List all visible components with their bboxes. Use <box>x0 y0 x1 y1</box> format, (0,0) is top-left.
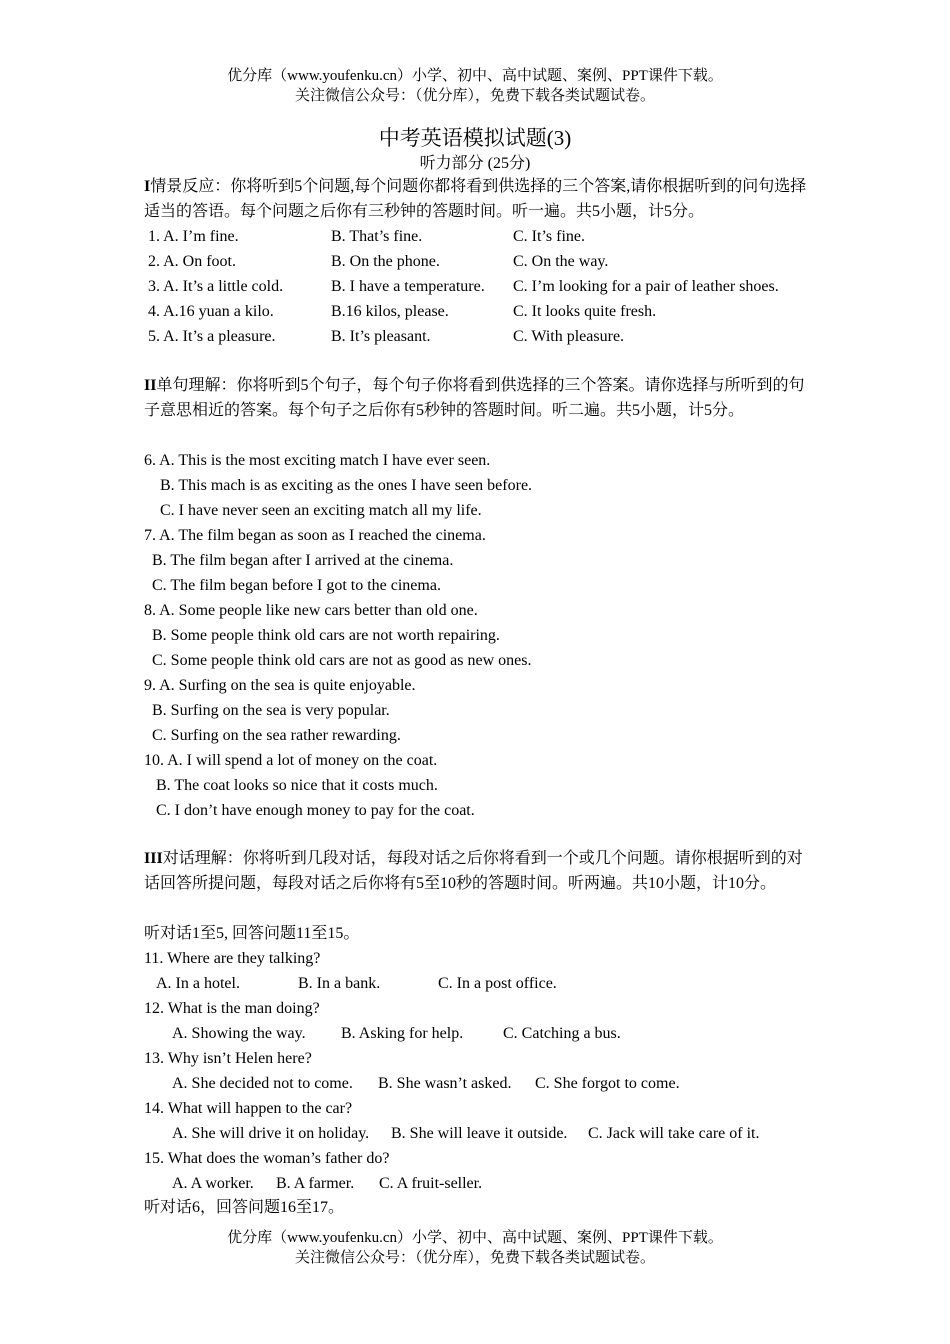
page-subtitle: 听力部分 (25分) <box>419 155 531 172</box>
footer-line-1: 优分库（www.youfenku.cn）小学、初中、高中试题、案例、PPT课件下载。 <box>227 1230 723 1246</box>
q12-question: 12. What is the man doing? <box>144 1000 320 1017</box>
part2-instruction: II单句理解：你将听到5个句子，每个句子你将看到供选择的三个答案。请你选择与所听到的句子意思相近的答案。每个句子之后你有5秒钟的答题时间。听二遍。共5小题，计5分。 <box>144 377 805 419</box>
q3-option-a: 3. A. It’s a little cold. <box>148 278 284 295</box>
q4-option-c: C. It looks quite fresh. <box>513 303 657 320</box>
part1-label: I <box>144 178 151 195</box>
q15-option-c: C. A fruit-seller. <box>379 1175 483 1192</box>
q4-option-b: B.16 kilos, please. <box>331 303 449 320</box>
q5-option-a: 5. A. It’s a pleasure. <box>148 328 276 345</box>
q14-option-c: C. Jack will take care of it. <box>588 1125 760 1142</box>
q10-option-a: 10. A. I will spend a lot of money on the coat. <box>144 752 438 769</box>
q11-option-c: C. In a post office. <box>438 975 557 992</box>
q9-option-c: C. Surfing on the sea rather rewarding. <box>152 727 401 744</box>
footer-line-2: 关注微信公众号：（优分库），免费下载各类试题试卷。 <box>294 1250 655 1266</box>
q6-option-a: 6. A. This is the most exciting match I have ever seen. <box>144 452 491 469</box>
part3-intro-2: 听对话6，回答问题16至17。 <box>144 1199 345 1216</box>
q7-option-c: C. The film began before I got to the cinema. <box>152 577 441 594</box>
q13-option-a: A. She decided not to come. <box>172 1075 353 1092</box>
header-line-1: 优分库（www.youfenku.cn）小学、初中、高中试题、案例、PPT课件下载。 <box>227 68 723 84</box>
q11-question: 11. Where are they talking? <box>144 950 321 967</box>
page-title: 中考英语模拟试题(3) <box>378 126 572 150</box>
part3-label: III <box>144 850 163 867</box>
q12-option-a: A. Showing the way. <box>172 1025 306 1042</box>
q1-option-b: B. That’s fine. <box>331 228 423 245</box>
q15-option-b: B. A farmer. <box>276 1175 355 1192</box>
q12-option-c: C. Catching a bus. <box>503 1025 621 1042</box>
q1-option-c: C. It’s fine. <box>513 228 585 245</box>
q2-option-b: B. On the phone. <box>331 253 440 270</box>
q5-option-c: C. With pleasure. <box>513 328 625 345</box>
q7-option-b: B. The film began after I arrived at the cinema. <box>152 552 454 569</box>
q9-option-a: 9. A. Surfing on the sea is quite enjoyable. <box>144 677 416 694</box>
q6-option-c: C. I have never seen an exciting match all my life. <box>160 502 482 519</box>
part1-instruction: I情景反应：你将听到5个问题,每个问题你都将看到供选择的三个答案,请你根据听到的问句选择适当的答语。每个问题之后你有三秒钟的答题时间。听一遍。共5小题，计5分。 <box>144 178 807 220</box>
q15-option-a: A. A worker. <box>172 1175 254 1192</box>
q12-option-b: B. Asking for help. <box>341 1025 464 1042</box>
q7-option-a: 7. A. The film began as soon as I reached the cinema. <box>144 527 486 544</box>
q8-option-b: B. Some people think old cars are not worth repairing. <box>152 627 500 644</box>
q2-option-a: 2. A. On foot. <box>148 253 236 270</box>
q5-option-b: B. It’s pleasant. <box>331 328 431 345</box>
q11-option-a: A. In a hotel. <box>156 975 240 992</box>
q8-option-c: C. Some people think old cars are not as good as new ones. <box>152 652 532 669</box>
part3-intro-1: 听对话1至5, 回答问题11至15。 <box>144 925 360 942</box>
q8-option-a: 8. A. Some people like new cars better than old one. <box>144 602 478 619</box>
q3-option-b: B. I have a temperature. <box>331 278 485 295</box>
q13-question: 13. Why isn’t Helen here? <box>144 1050 312 1067</box>
q10-option-b: B. The coat looks so nice that it costs much. <box>156 777 438 794</box>
q13-option-c: C. She forgot to come. <box>535 1075 680 1092</box>
q15-question: 15. What does the woman’s father do? <box>144 1150 390 1167</box>
q9-option-b: B. Surfing on the sea is very popular. <box>152 702 390 719</box>
q6-option-b: B. This mach is as exciting as the ones I have seen before. <box>160 477 533 494</box>
q2-option-c: C. On the way. <box>513 253 609 270</box>
q3-option-c: C. I’m looking for a pair of leather shoes. <box>513 278 779 295</box>
q4-option-a: 4. A.16 yuan a kilo. <box>148 303 274 320</box>
q11-option-b: B. In a bank. <box>298 975 381 992</box>
q13-option-b: B. She wasn’t asked. <box>378 1075 512 1092</box>
part2-label: II <box>144 377 157 394</box>
part3-instruction: III对话理解：你将听到几段对话，每段对话之后你将看到一个或几个问题。请你根据听到的对话回答所提问题，每段对话之后你将有5至10秒的答题时间。听两遍。共10小题，计10分。 <box>144 850 803 892</box>
q10-option-c: C. I don’t have enough money to pay for the coat. <box>156 802 475 819</box>
q14-option-b: B. She will leave it outside. <box>391 1125 568 1142</box>
header-line-2: 关注微信公众号：（优分库），免费下载各类试题试卷。 <box>294 88 655 104</box>
q14-option-a: A. She will drive it on holiday. <box>172 1125 370 1142</box>
q14-question: 14. What will happen to the car? <box>144 1100 353 1117</box>
q1-option-a: 1. A. I’m fine. <box>148 228 239 245</box>
